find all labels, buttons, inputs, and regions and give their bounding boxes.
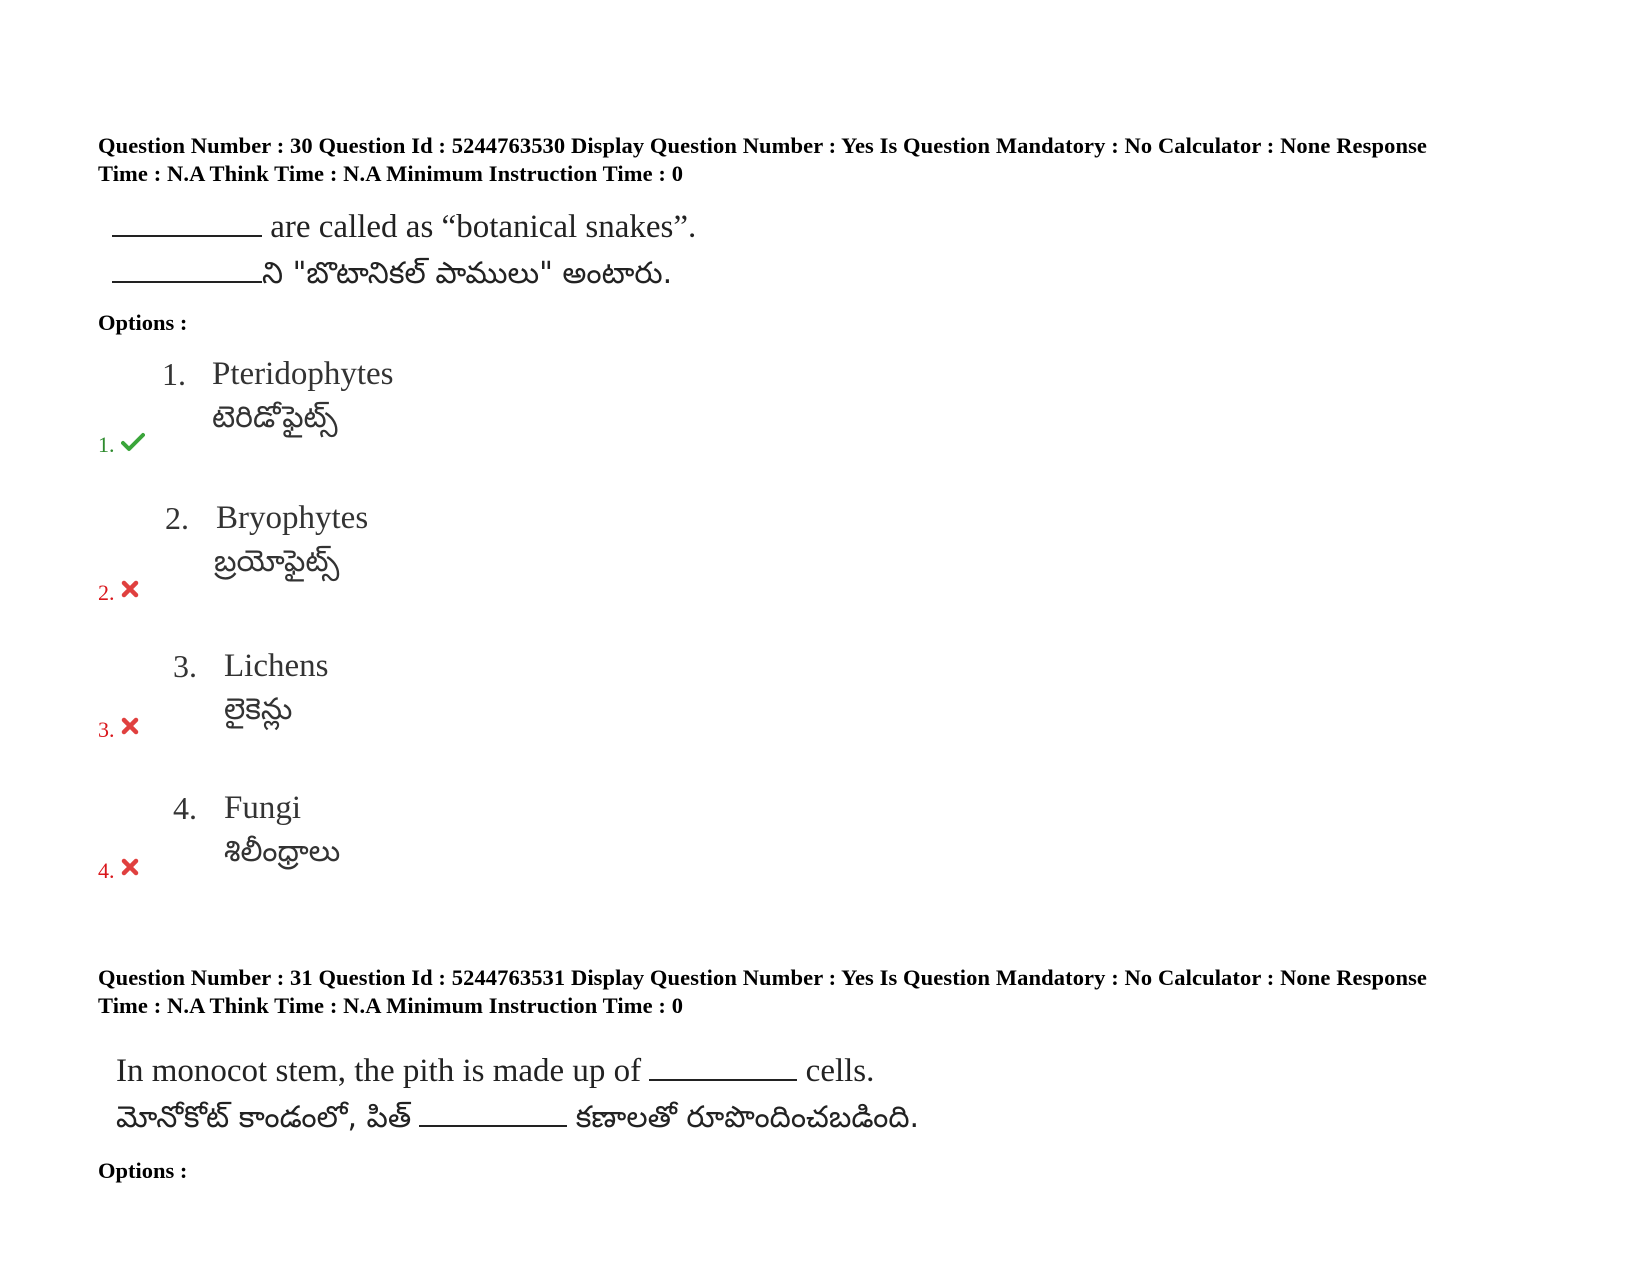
answer-blank	[112, 205, 262, 237]
check-icon	[121, 432, 145, 452]
option-text-te: లైకెన్లు	[224, 692, 293, 727]
option-marker-3	[98, 717, 139, 743]
option-text-en: Pteridophytes	[212, 356, 394, 392]
option-number: 2.	[165, 500, 189, 536]
question-text-te: ని "బొటానికల్ పాములు" అంటారు.	[262, 256, 673, 291]
question-text-en-part1: In monocot stem, the pith is made up of	[116, 1053, 642, 1089]
question-meta-line-2: Time : N.A Think Time : N.A Minimum Instruction Time : 0	[98, 993, 684, 1018]
option-text-te: శిలీంధ్రాలు	[224, 834, 341, 869]
option-number: 1.	[162, 356, 186, 392]
cross-icon	[121, 858, 139, 876]
option-marker-label: 2.	[98, 580, 115, 605]
option-number: 4.	[173, 790, 197, 826]
question-text-english	[112, 204, 696, 250]
cross-icon	[121, 717, 139, 735]
option-text-en: Fungi	[224, 790, 302, 826]
answer-blank	[112, 251, 262, 283]
question-31-text	[116, 1048, 919, 1141]
answer-blank	[649, 1049, 797, 1081]
question-meta-line-1: Question Number : 31 Question Id : 5244763531 Display Question Number : Yes Is Question Mandatory : No Calculator : None Response	[98, 965, 1428, 990]
option-text-te: టెరిడోఫైట్స్	[212, 400, 338, 435]
question-30-text	[112, 204, 696, 297]
answer-blank	[419, 1095, 567, 1127]
option-marker-label: 4.	[98, 858, 115, 883]
option-marker-label: 3.	[98, 717, 115, 742]
option-text-te: బ్రయోఫైట్స్	[214, 544, 340, 579]
option-marker-1	[98, 432, 145, 458]
options-label: Options :	[98, 1158, 188, 1183]
option-marker-2	[98, 580, 139, 606]
question-31-meta	[98, 964, 1568, 1020]
question-meta-line-1: Question Number : 30 Question Id : 5244763530 Display Question Number : Yes Is Question Mandatory : No Calculator : None Response	[98, 133, 1428, 158]
question-text-te-part2: కణాలతో రూపొందించబడింది.	[575, 1100, 920, 1135]
question-text-en-part2: cells.	[805, 1053, 875, 1089]
question-text-te-part1: మోనోకోట్ కాండంలో, పిత్	[116, 1100, 412, 1135]
question-meta-line-2: Time : N.A Think Time : N.A Minimum Instruction Time : 0	[98, 161, 684, 186]
cross-icon	[121, 580, 139, 598]
question-30-meta	[98, 132, 1568, 188]
question-text-en: are called as “botanical snakes”.	[270, 209, 697, 245]
options-label: Options :	[98, 310, 188, 335]
question-text-telugu	[116, 1094, 919, 1141]
option-marker-4	[98, 858, 139, 884]
option-text-en: Bryophytes	[216, 500, 369, 536]
option-marker-label: 1.	[98, 432, 115, 457]
option-number: 3.	[173, 648, 197, 684]
option-text-en: Lichens	[224, 648, 329, 684]
question-text-english	[116, 1048, 919, 1094]
question-text-telugu	[112, 250, 696, 297]
